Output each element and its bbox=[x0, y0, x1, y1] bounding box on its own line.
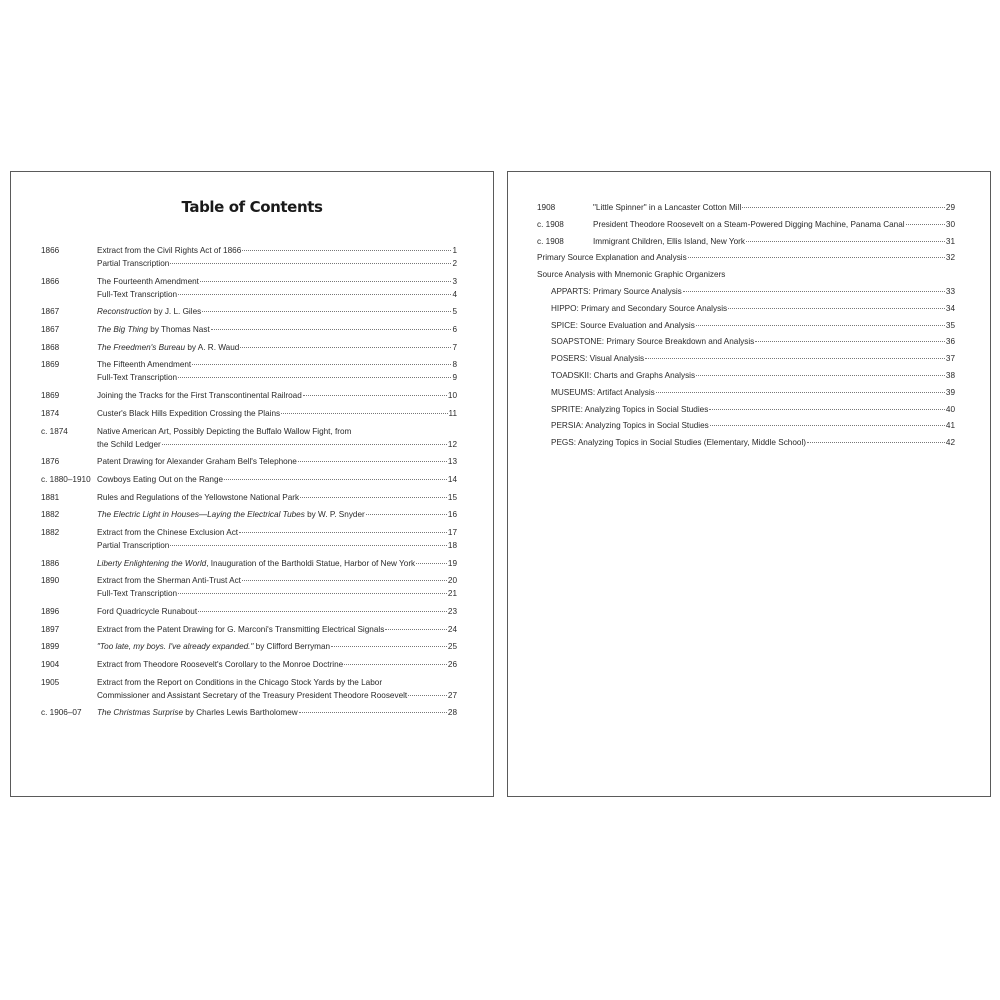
title-text: the Schild Ledger bbox=[97, 439, 161, 449]
entry-year: c. 1908 bbox=[537, 219, 564, 229]
entry-year: 1874 bbox=[41, 408, 60, 418]
entry-title bbox=[97, 574, 241, 587]
dot-leader bbox=[170, 263, 451, 264]
toc-entry-explanation[interactable] bbox=[508, 251, 990, 264]
entry-year: 1866 bbox=[41, 246, 60, 255]
dot-leader bbox=[299, 712, 447, 713]
entry-title: PERSIA: Analyzing Topics in Social Studies bbox=[551, 421, 709, 431]
entry-title bbox=[97, 358, 191, 371]
dot-leader bbox=[162, 444, 447, 445]
entry-line bbox=[551, 436, 955, 449]
entry-line bbox=[551, 302, 955, 315]
title-text: by Clifford Berryman bbox=[253, 642, 331, 652]
title-text: Extract from the Civil Rights Act of 1866 bbox=[97, 246, 242, 255]
entry-title bbox=[97, 371, 177, 384]
entry-year: 1886 bbox=[41, 558, 60, 568]
entry-title bbox=[97, 658, 343, 671]
dot-leader bbox=[683, 291, 945, 292]
dot-leader bbox=[200, 281, 451, 282]
entry-page-number: 23 bbox=[447, 607, 457, 616]
entry-title: Immigrant Children, Ellis Island, New York bbox=[593, 236, 745, 246]
entry-line bbox=[97, 257, 457, 270]
dot-leader bbox=[385, 629, 447, 630]
toc-entry[interactable] bbox=[11, 508, 493, 521]
entry-line bbox=[593, 235, 955, 248]
dot-leader bbox=[344, 664, 447, 665]
toc-entry[interactable] bbox=[11, 605, 493, 618]
entry-line bbox=[97, 539, 457, 552]
title-text: The Fifteenth Amendment bbox=[97, 360, 192, 370]
entry-line bbox=[97, 473, 457, 486]
dot-leader bbox=[331, 646, 447, 647]
toc-entry-organizer[interactable] bbox=[508, 352, 990, 365]
entry-year: 1881 bbox=[41, 492, 60, 502]
title-text: Extract from the Sherman Anti-Trust Act bbox=[97, 576, 241, 586]
toc-entry-organizer[interactable] bbox=[508, 285, 990, 298]
entry-page-number: 11 bbox=[448, 408, 457, 418]
entry-year: c. 1874 bbox=[41, 426, 68, 436]
entry-title bbox=[97, 640, 330, 653]
entry-page-number: 6 bbox=[452, 325, 457, 335]
entry-line bbox=[97, 587, 457, 600]
title-text: , Inauguration of the Bartholdi Statue, Harbor of New York bbox=[206, 558, 416, 568]
dot-leader bbox=[303, 395, 447, 396]
title-text: Custer's Black Hills Expedition Crossing the Plains bbox=[97, 408, 281, 418]
entry-page-number: 2 bbox=[452, 259, 457, 268]
toc-entry[interactable] bbox=[11, 676, 493, 702]
toc-entry-organizer[interactable] bbox=[508, 419, 990, 432]
entry-line bbox=[97, 358, 457, 371]
toc-entry[interactable] bbox=[11, 473, 493, 486]
entry-page-number: 42 bbox=[945, 438, 955, 448]
dot-leader bbox=[645, 358, 945, 359]
dot-leader bbox=[239, 532, 447, 533]
entry-page-number: 38 bbox=[945, 370, 955, 380]
dot-leader bbox=[906, 224, 945, 225]
entry-page-number: 19 bbox=[447, 558, 457, 568]
dot-leader bbox=[198, 611, 447, 612]
dot-leader bbox=[224, 479, 447, 480]
entry-page-number: 18 bbox=[447, 540, 457, 550]
entry-title: HIPPO: Primary and Secondary Source Analysis bbox=[551, 303, 728, 313]
dot-leader bbox=[366, 514, 447, 515]
italic-title: The Big Thing bbox=[97, 325, 148, 335]
entry-year: 1869 bbox=[41, 360, 60, 370]
dot-leader bbox=[742, 207, 945, 208]
entry-page-number: 9 bbox=[452, 373, 457, 383]
entry-title: PEGS: Analyzing Topics in Social Studies (Elementary, Middle School) bbox=[551, 438, 806, 448]
entry-page-number: 34 bbox=[945, 303, 955, 313]
entry-title: TOADSKII: Charts and Graphs Analysis bbox=[551, 370, 696, 380]
toc-entry[interactable] bbox=[11, 407, 493, 420]
entry-page-number: 32 bbox=[945, 253, 955, 263]
title-text: Ford Quadricycle Runabout bbox=[97, 607, 198, 616]
toc-list-right bbox=[508, 201, 990, 453]
entry-page-number: 21 bbox=[447, 589, 457, 599]
entry-page-number: 39 bbox=[945, 387, 955, 397]
toc-entry[interactable] bbox=[11, 658, 493, 671]
toc-entry[interactable] bbox=[11, 557, 493, 570]
entry-line bbox=[551, 369, 955, 382]
entry-year: c. 1908 bbox=[537, 236, 564, 246]
title-text: Partial Transcription bbox=[97, 540, 170, 550]
entry-page-number: 41 bbox=[945, 421, 955, 431]
entry-page-number: 8 bbox=[452, 360, 457, 370]
entry-year: c. 1906–07 bbox=[41, 708, 82, 718]
entry-page-number: 1 bbox=[452, 246, 457, 255]
entry-year: 1904 bbox=[41, 660, 60, 670]
entry-page-number: 37 bbox=[945, 354, 955, 364]
toc-entry[interactable] bbox=[508, 235, 990, 248]
dot-leader bbox=[281, 413, 447, 414]
dot-leader bbox=[656, 392, 945, 393]
toc-entry-organizer[interactable] bbox=[508, 335, 990, 348]
entry-page-number: 27 bbox=[447, 690, 457, 700]
title-text: Extract from the Chinese Exclusion Act bbox=[97, 527, 239, 537]
dot-leader bbox=[211, 329, 452, 330]
entry-line bbox=[593, 201, 955, 214]
dot-leader bbox=[178, 377, 451, 378]
entry-page-number: 36 bbox=[945, 337, 955, 347]
title-text: Native American Art, Possibly Depicting the Buffalo Wallow Fight, from bbox=[97, 426, 352, 436]
entry-title bbox=[97, 623, 384, 636]
toc-entry[interactable] bbox=[11, 623, 493, 636]
toc-entry[interactable] bbox=[508, 218, 990, 231]
entry-title bbox=[97, 257, 169, 270]
entry-page-number: 24 bbox=[447, 624, 457, 634]
entry-year: 1866 bbox=[41, 276, 60, 286]
entry-page-number: 28 bbox=[447, 708, 457, 718]
entry-page-number: 25 bbox=[447, 642, 457, 652]
entry-year: 1890 bbox=[41, 576, 60, 586]
entry-line bbox=[97, 371, 457, 384]
title-text: Partial Transcription bbox=[97, 259, 170, 268]
dot-leader bbox=[696, 375, 945, 376]
title-text: Joining the Tracks for the First Transcontinental Railroad bbox=[97, 391, 302, 401]
entry-line bbox=[97, 574, 457, 587]
dot-leader bbox=[416, 563, 447, 564]
entry-year: 1897 bbox=[41, 624, 60, 634]
entry-title bbox=[97, 438, 161, 451]
dot-leader bbox=[300, 497, 447, 498]
entry-year: 1868 bbox=[41, 342, 60, 352]
entry-title bbox=[97, 425, 351, 438]
entry-line bbox=[97, 407, 457, 420]
entry-year: c. 1880–1910 bbox=[41, 474, 91, 484]
toc-entry[interactable] bbox=[11, 275, 493, 301]
entry-title bbox=[97, 323, 210, 336]
entry-line bbox=[551, 386, 955, 399]
dot-leader bbox=[178, 294, 451, 295]
entry-title bbox=[97, 605, 197, 618]
dated-entries bbox=[508, 201, 990, 248]
toc-entry[interactable] bbox=[11, 425, 493, 451]
entry-page-number: 40 bbox=[945, 404, 955, 414]
title-text: by J. L. Giles bbox=[151, 307, 202, 317]
toc-entry[interactable] bbox=[11, 323, 493, 336]
entry-title bbox=[97, 491, 299, 504]
entry-line bbox=[97, 676, 457, 689]
toc-entry[interactable] bbox=[11, 491, 493, 504]
entry-line bbox=[97, 438, 457, 451]
toc-list-left bbox=[11, 244, 493, 724]
dot-leader bbox=[242, 580, 447, 581]
dot-leader bbox=[688, 257, 945, 258]
title-text: Extract from Theodore Roosevelt's Corollary to the Monroe Doctrine bbox=[97, 660, 344, 670]
entry-line bbox=[97, 658, 457, 671]
entry-line bbox=[551, 335, 955, 348]
entry-title: SPRITE: Analyzing Topics in Social Studies bbox=[551, 404, 709, 414]
entry-year: 1867 bbox=[41, 325, 60, 335]
entry-title bbox=[97, 526, 238, 539]
entry-page-number: 20 bbox=[447, 576, 457, 586]
entry-year: 1876 bbox=[41, 457, 60, 467]
italic-title: The Freedmen's Bureau bbox=[97, 342, 186, 352]
entry-title bbox=[97, 341, 239, 354]
organizer-entries bbox=[508, 285, 990, 449]
italic-title: The Christmas Surprise bbox=[97, 708, 183, 718]
title-text: by Thomas Nast bbox=[147, 325, 210, 335]
title-text: by Charles Lewis Bartholomew bbox=[183, 708, 298, 718]
toc-entry[interactable] bbox=[11, 305, 493, 318]
italic-title: The Electric Light in Houses—Laying the Electrical Tubes bbox=[97, 510, 305, 520]
entry-title: POSERS: Visual Analysis bbox=[551, 354, 645, 364]
entry-line bbox=[97, 244, 457, 257]
entry-title bbox=[97, 275, 199, 288]
toc-entry[interactable] bbox=[508, 201, 990, 214]
toc-entry[interactable] bbox=[11, 341, 493, 354]
entry-page-number: 35 bbox=[945, 320, 955, 330]
entry-title bbox=[97, 389, 302, 402]
dot-leader bbox=[408, 695, 447, 696]
title-text: Full-Text Transcription bbox=[97, 589, 178, 599]
toc-entry[interactable] bbox=[11, 244, 493, 270]
dot-leader bbox=[709, 409, 945, 410]
entry-year: 1869 bbox=[41, 391, 60, 401]
entry-title: APPARTS: Primary Source Analysis bbox=[551, 286, 682, 296]
toc-entry[interactable] bbox=[11, 389, 493, 402]
entry-line bbox=[97, 640, 457, 653]
entry-line bbox=[551, 403, 955, 416]
entry-line bbox=[97, 605, 457, 618]
title-text: Full-Text Transcription bbox=[97, 373, 178, 383]
entry-year: 1882 bbox=[41, 510, 60, 520]
entry-page-number: 14 bbox=[447, 474, 457, 484]
entry-title: SPICE: Source Evaluation and Analysis bbox=[551, 320, 695, 330]
entry-line bbox=[97, 557, 457, 570]
title-text: Extract from the Patent Drawing for G. Marconi's Transmitting Electrical Signals bbox=[97, 624, 385, 634]
toc-entry[interactable] bbox=[11, 574, 493, 600]
entry-title: SOAPSTONE: Primary Source Breakdown and Analysis bbox=[551, 337, 755, 347]
dot-leader bbox=[755, 341, 945, 342]
entry-line bbox=[593, 218, 955, 231]
entry-line bbox=[97, 526, 457, 539]
title-text: Full-Text Transcription bbox=[97, 289, 178, 299]
entry-page-number: 15 bbox=[447, 492, 457, 502]
entry-page-number: 31 bbox=[945, 236, 955, 246]
title-text: Extract from the Report on Conditions in the Chicago Stock Yards by the Labor bbox=[97, 677, 383, 687]
section-heading bbox=[508, 268, 990, 281]
dot-leader bbox=[710, 425, 945, 426]
entry-title bbox=[97, 676, 382, 689]
entry-page-number: 3 bbox=[452, 276, 457, 286]
entry-title bbox=[97, 407, 280, 420]
title-text: Rules and Regulations of the Yellowstone National Park bbox=[97, 492, 300, 502]
entry-page-number: 26 bbox=[447, 660, 457, 670]
entry-line bbox=[97, 389, 457, 402]
entry-title bbox=[97, 587, 177, 600]
entry-line bbox=[97, 341, 457, 354]
dot-leader bbox=[298, 461, 447, 462]
entry-line bbox=[551, 285, 955, 298]
entry-line bbox=[97, 455, 457, 468]
title-text: Patent Drawing for Alexander Graham Bell's Telephone bbox=[97, 457, 297, 467]
entry-page-number: 4 bbox=[452, 289, 457, 299]
entry-line bbox=[97, 689, 457, 702]
page-title: Table of Contents bbox=[181, 198, 323, 216]
entry-page-number: 12 bbox=[447, 439, 457, 449]
entry-title bbox=[97, 539, 169, 552]
entry-title bbox=[97, 288, 177, 301]
entry-title bbox=[97, 244, 241, 257]
entry-year: 1882 bbox=[41, 527, 60, 537]
entry-page-number: 33 bbox=[945, 286, 955, 296]
entry-title bbox=[97, 557, 415, 570]
entry-year: 1896 bbox=[41, 607, 60, 616]
toc-entry-organizer[interactable] bbox=[508, 386, 990, 399]
entry-line bbox=[97, 706, 457, 719]
italic-title: Reconstruction bbox=[97, 307, 152, 317]
dot-leader bbox=[728, 308, 945, 309]
toc-entry-organizer[interactable] bbox=[508, 319, 990, 332]
entry-line bbox=[97, 508, 457, 521]
italic-title: Liberty Enlightening the World bbox=[97, 558, 207, 568]
entry-line bbox=[551, 419, 955, 432]
toc-entry-organizer[interactable] bbox=[508, 302, 990, 315]
dot-leader bbox=[242, 250, 451, 251]
dot-leader bbox=[192, 364, 451, 365]
entry-year: 1867 bbox=[41, 307, 60, 317]
entry-title bbox=[97, 508, 365, 521]
toc-entry-organizer[interactable] bbox=[508, 436, 990, 449]
entry-line bbox=[551, 319, 955, 332]
entry-page-number: 7 bbox=[452, 342, 457, 352]
entry-line bbox=[97, 305, 457, 318]
right-page bbox=[507, 171, 991, 797]
toc-entry[interactable] bbox=[11, 706, 493, 719]
toc-entry[interactable] bbox=[11, 526, 493, 552]
entry-page-number: 16 bbox=[447, 510, 457, 520]
dot-leader bbox=[202, 311, 451, 312]
entry-title bbox=[97, 455, 297, 468]
toc-entry-organizer[interactable] bbox=[508, 403, 990, 416]
toc-entry[interactable] bbox=[11, 455, 493, 468]
toc-entry-organizer[interactable] bbox=[508, 369, 990, 382]
entry-page-number: 5 bbox=[452, 307, 457, 317]
entry-line bbox=[97, 623, 457, 636]
left-page bbox=[10, 171, 494, 797]
entry-line bbox=[97, 288, 457, 301]
entry-page-number: 30 bbox=[945, 219, 955, 229]
entry-title bbox=[97, 473, 223, 486]
entry-line bbox=[97, 491, 457, 504]
title-text: The Fourteenth Amendment bbox=[97, 276, 199, 286]
entry-page-number: 13 bbox=[447, 457, 457, 467]
entry-line bbox=[97, 323, 457, 336]
dot-leader bbox=[696, 325, 945, 326]
title-text: by W. P. Snyder bbox=[304, 510, 365, 520]
entry-title bbox=[97, 689, 407, 702]
dot-leader bbox=[240, 347, 451, 348]
entry-page-number: 10 bbox=[447, 391, 457, 401]
entry-page-number: 17 bbox=[447, 527, 457, 537]
dot-leader bbox=[178, 593, 447, 594]
section-heading-text: Source Analysis with Mnemonic Graphic Organizers bbox=[537, 270, 726, 280]
entry-title: Primary Source Explanation and Analysis bbox=[537, 253, 687, 263]
entry-title: "Little Spinner" in a Lancaster Cotton Mill bbox=[593, 203, 742, 212]
dot-leader bbox=[746, 241, 945, 242]
entry-line bbox=[97, 275, 457, 288]
dot-leader bbox=[807, 442, 945, 443]
dot-leader bbox=[170, 545, 447, 546]
entry-line bbox=[551, 352, 955, 365]
entry-year: 1899 bbox=[41, 642, 60, 652]
title-text: Cowboys Eating Out on the Range bbox=[97, 474, 224, 484]
entry-title: MUSEUMS: Artifact Analysis bbox=[551, 387, 655, 397]
entry-title bbox=[97, 305, 201, 318]
entry-year: 1908 bbox=[537, 203, 556, 212]
entry-title: President Theodore Roosevelt on a Steam-Powered Digging Machine, Panama Canal bbox=[593, 219, 905, 229]
entry-year: 1905 bbox=[41, 677, 60, 687]
title-text: by A. R. Waud bbox=[185, 342, 240, 352]
toc-entry[interactable] bbox=[11, 640, 493, 653]
italic-title: "Too late, my boys. I've already expanded." bbox=[97, 642, 254, 652]
entry-title bbox=[97, 706, 298, 719]
title-text: Commissioner and Assistant Secretary of the Treasury President Theodore Roosevelt bbox=[97, 690, 408, 700]
toc-entry[interactable] bbox=[11, 358, 493, 384]
entry-line bbox=[97, 425, 457, 438]
entry-page-number: 29 bbox=[945, 203, 955, 212]
